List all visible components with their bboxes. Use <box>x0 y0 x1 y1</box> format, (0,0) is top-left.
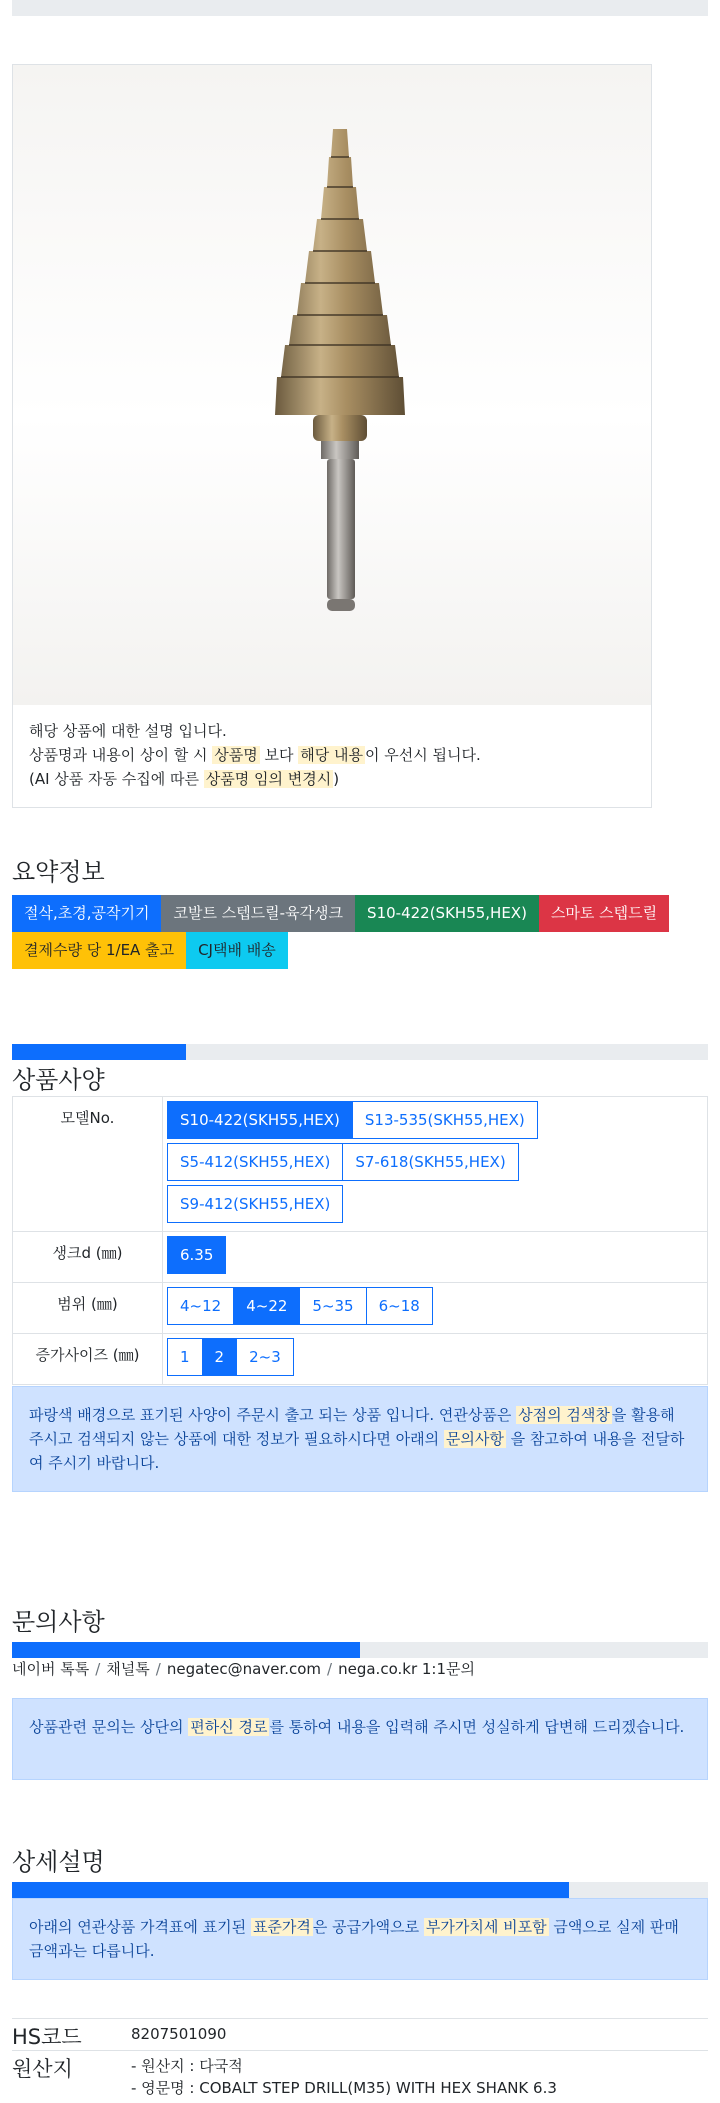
spec-notice <box>12 1386 708 1492</box>
range-options-cell <box>163 1283 708 1334</box>
range-option[interactable]: 6~18 <box>366 1287 433 1325</box>
shank-label: 생크d (㎜) <box>13 1232 163 1283</box>
summary-badge: CJ택배 배송 <box>186 932 288 969</box>
origin-values <box>131 2055 557 2099</box>
summary-badge: S10-422(SKH55,HEX) <box>355 895 539 932</box>
product-image[interactable] <box>13 65 651 705</box>
summary-badge: 결제수량 당 1/EA 출고 <box>12 932 186 969</box>
range-options <box>167 1287 707 1329</box>
highlight-inquiry: 문의사항 <box>445 1430 504 1448</box>
range-option[interactable]: 4~12 <box>167 1287 234 1325</box>
badge-row <box>12 895 712 932</box>
inquiry-title: 문의사항 <box>12 1608 105 1636</box>
desc-line-2 <box>29 743 481 767</box>
progress-fill <box>12 1642 360 1658</box>
highlight-name-change: 상품명 임의 변경시 <box>205 770 332 788</box>
separator: / <box>95 1660 101 1678</box>
notice-text: 은 공급가액으로 <box>312 1918 424 1936</box>
spec-progress-bar <box>12 1044 708 1060</box>
desc-text: 이 우선시 됩니다. <box>364 746 481 764</box>
model-option[interactable]: S5-412(SKH55,HEX) <box>167 1143 343 1181</box>
inquiry-progress-bar <box>12 1642 708 1658</box>
model-option[interactable]: S13-535(SKH55,HEX) <box>352 1101 538 1139</box>
model-label: 모델No. <box>13 1097 163 1232</box>
model-option[interactable]: S9-412(SKH55,HEX) <box>167 1185 343 1223</box>
inquiry-notice <box>12 1698 708 1780</box>
notice-text: 을 활용해 주시고 검색되지 않는 상품에 대한 정보가 필요하시다면 아래의 <box>29 1406 675 1448</box>
hs-code-label: HS코드 <box>12 2025 82 2049</box>
desc-text: 보다 <box>259 746 299 764</box>
highlight-search: 상점의 검색창 <box>518 1406 610 1424</box>
highlight-standard-price: 표준가격 <box>252 1918 311 1936</box>
notice-text: 파랑색 배경으로 표기된 사양이 주문시 출고 되는 상품 입니다. 연관상품은 <box>29 1406 517 1424</box>
range-label: 범위 (㎜) <box>13 1283 163 1334</box>
highlight-vat: 부가가치세 비포함 <box>425 1918 547 1936</box>
step-option[interactable]: 1 <box>167 1338 203 1376</box>
spec-row-range <box>13 1283 708 1334</box>
step-option[interactable]: 2 <box>202 1338 238 1376</box>
origin-label: 원산지 <box>12 2057 73 2081</box>
summary-badges <box>12 895 712 969</box>
desc-line-1: 해당 상품에 대한 설명 입니다. <box>29 722 227 740</box>
shank-options-cell <box>163 1232 708 1283</box>
detail-progress-bar <box>12 1882 708 1898</box>
detail-title: 상세설명 <box>12 1848 105 1876</box>
step-label: 증가사이즈 (㎜) <box>13 1334 163 1385</box>
notice-text: 금액으로 실제 판매금액과는 다릅니다. <box>29 1918 679 1960</box>
desc-text: 상품명과 내용이 상이 할 시 <box>29 746 213 764</box>
model-options-cell <box>163 1097 708 1232</box>
link-email[interactable]: negatec@naver.com <box>166 1660 322 1678</box>
inquiry-links <box>12 1658 475 1679</box>
notice-text: 를 통하여 내용을 입력해 주시면 성실하게 답변해 드리겠습니다. <box>269 1718 685 1736</box>
origin-row <box>12 2050 708 2103</box>
product-card <box>12 64 652 808</box>
link-one-to-one[interactable]: nega.co.kr 1:1문의 <box>338 1660 475 1678</box>
spec-row-shank <box>13 1232 708 1283</box>
desc-text: ) <box>333 770 340 788</box>
spec-table <box>12 1096 708 1385</box>
shank-option[interactable]: 6.35 <box>167 1236 226 1274</box>
summary-badge: 코발트 스텝드릴-육각생크 <box>161 895 355 932</box>
step-options-cell <box>163 1334 708 1385</box>
shank-options <box>167 1236 707 1278</box>
origin-country: - 원산지 : 다국적 <box>131 2057 243 2075</box>
origin-english-name: - 영문명 : COBALT STEP DRILL(M35) WITH HEX SHANK 6.3 <box>131 2079 557 2097</box>
hs-code-row <box>12 2018 708 2050</box>
highlight-content: 해당 내용 <box>300 746 363 764</box>
progress-fill <box>12 1044 186 1060</box>
separator: / <box>327 1660 333 1678</box>
badge-row <box>12 932 712 969</box>
notice-text: 아래의 연관상품 가격표에 표기된 <box>29 1918 251 1936</box>
product-description <box>29 719 481 791</box>
step-option[interactable]: 2~3 <box>236 1338 294 1376</box>
notice-text: 을 참고하여 내용을 전달하여 주시기 바랍니다. <box>29 1430 685 1472</box>
spec-row-step <box>13 1334 708 1385</box>
link-channel-talk[interactable]: 채널톡 <box>106 1660 150 1678</box>
desc-text: (AI 상품 자동 수집에 따른 <box>29 770 204 788</box>
range-option[interactable]: 5~35 <box>299 1287 366 1325</box>
summary-title: 요약정보 <box>12 858 105 886</box>
model-option[interactable]: S7-618(SKH55,HEX) <box>342 1143 518 1181</box>
separator: / <box>155 1660 161 1678</box>
summary-badge: 절삭,초경,공작기기 <box>12 895 161 932</box>
top-divider-bar <box>12 0 708 16</box>
model-option[interactable]: S10-422(SKH55,HEX) <box>167 1101 353 1139</box>
model-options <box>167 1101 587 1227</box>
highlight-path: 편하신 경로 <box>190 1718 268 1736</box>
progress-fill <box>12 1882 569 1898</box>
desc-line-3 <box>29 767 481 791</box>
spec-title: 상품사양 <box>12 1066 105 1094</box>
range-option[interactable]: 4~22 <box>233 1287 300 1325</box>
detail-notice <box>12 1898 708 1980</box>
link-naver-talk[interactable]: 네이버 톡톡 <box>12 1660 90 1678</box>
notice-text: 상품관련 문의는 상단의 <box>29 1718 189 1736</box>
step-drill-icon <box>13 65 651 705</box>
spec-row-model <box>13 1097 708 1232</box>
step-options <box>167 1338 707 1380</box>
highlight-product-name: 상품명 <box>214 746 258 764</box>
summary-badge: 스마토 스텝드릴 <box>539 895 669 932</box>
hs-code-value: 8207501090 <box>131 2025 227 2043</box>
